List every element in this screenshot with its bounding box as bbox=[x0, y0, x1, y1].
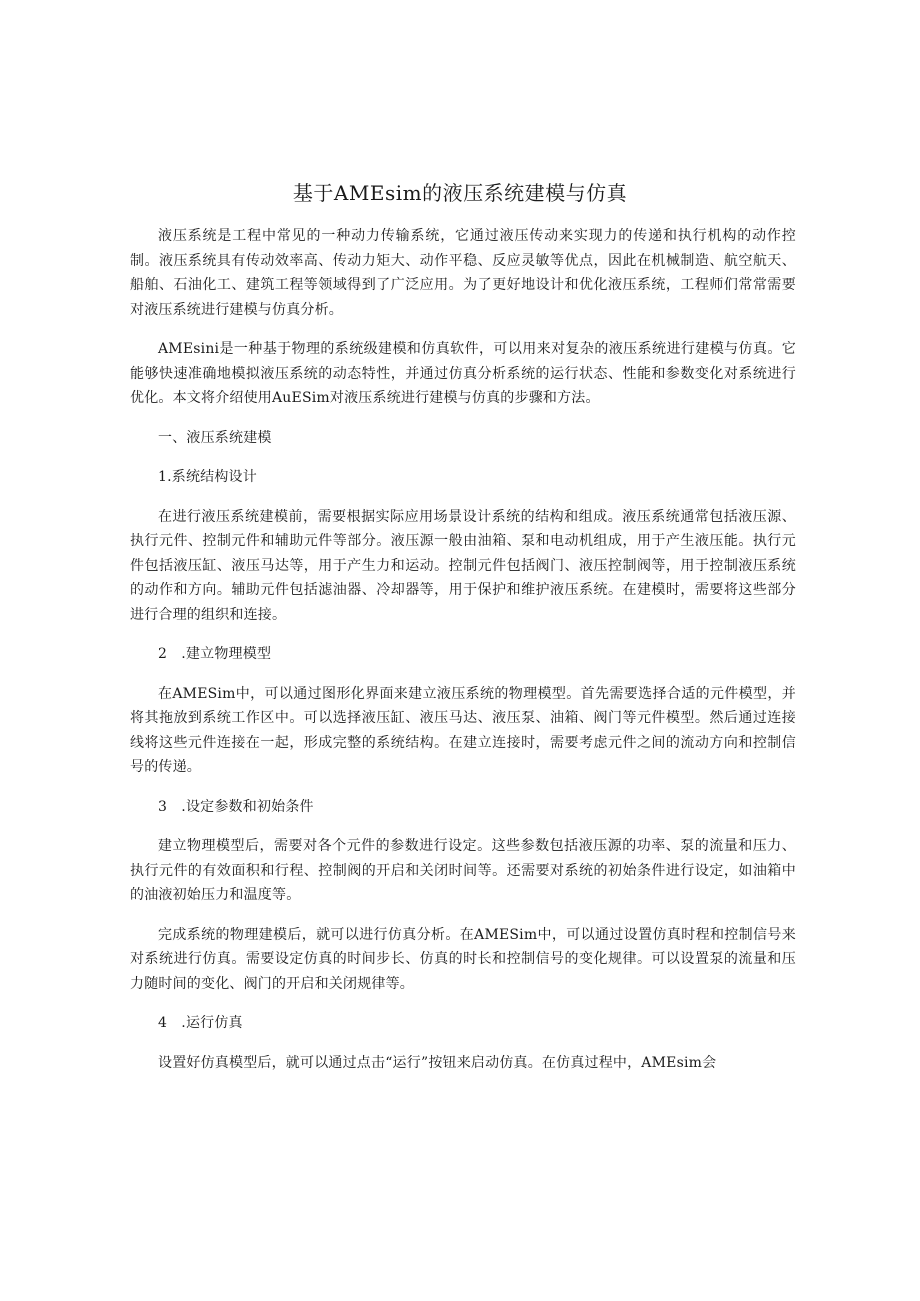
section-heading-modeling: 一、液压系统建模 bbox=[158, 429, 272, 446]
subheading-physical-model: 2 .建立物理模型 bbox=[158, 646, 272, 662]
subheading-run-simulation: 4 .运行仿真 bbox=[158, 1015, 243, 1031]
amesim-intro-paragraph: AMEsini是一种基于物理的系统级建模和仿真软件，可以用来对复杂的液压系统进行建模与仿真。它能够快速准确地模拟液压系统的动态特性，并通过仿真分析系统的运行状态、性能和参数变化对系统进行优化。本文将介绍使用AuESim对液压系统进行建模与仿真的步骤和方法。 bbox=[130, 341, 796, 406]
run-simulation-paragraph: 设置好仿真模型后，就可以通过点击“运行”按钮来启动仿真。在仿真过程中，AMEsim会 bbox=[158, 1054, 717, 1071]
subheading-parameters: 3 .设定参数和初始条件 bbox=[158, 798, 314, 815]
document-body bbox=[130, 224, 796, 1090]
physical-model-paragraph: 在AMESim中，可以通过图形化界面来建立液压系统的物理模型。首先需要选择合适的元件模型，并将其拖放到系统工作区中。可以选择液压缸、液压马达、液压泵、油箱、阀门等元件模型。然后通过连接线将这些元件连接在一起，形成完整的系统结构。在建立连接时，需要考虑元件之间的流动方向和控制信号的传递。 bbox=[130, 685, 796, 775]
parameters-paragraph: 建立物理模型后，需要对各个元件的参数进行设定。这些参数包括液压源的功率、泵的流量和压力、执行元件的有效面积和行程、控制阀的开启和关闭时间等。还需要对系统的初始条件进行设定，如油箱中的油液初始压力和温度等。 bbox=[130, 838, 796, 903]
subheading-structure-design: 1.系统结构设计 bbox=[158, 469, 257, 485]
document-title: 基于AMEsim的液压系统建模与仿真 bbox=[292, 181, 628, 205]
simulation-setup-paragraph: 完成系统的物理建模后，就可以进行仿真分析。在AMESim中，可以通过设置仿真时程和控制信号来对系统进行仿真。需要设定仿真的时间步长、仿真的时长和控制信号的变化规律。可以设置泵的流量和压力随时间的变化、阀门的开启和关闭规律等。 bbox=[130, 926, 796, 992]
intro-paragraph: 液压系统是工程中常见的一种动力传输系统，它通过液压传动来实现力的传递和执行机构的动作控制。液压系统具有传动效率高、传动力矩大、动作平稳、反应灵敏等优点，因此在机械制造、航空航天、船舶、石油化工、建筑工程等领域得到了广泛应用。为了更好地设计和优化液压系统，工程师们常常需要对液压系统进行建模与仿真分析。 bbox=[130, 228, 796, 318]
structure-design-paragraph: 在进行液压系统建模前，需要根据实际应用场景设计系统的结构和组成。液压系统通常包括液压源、执行元件、控制元件和辅助元件等部分。液压源一般由油箱、泵和电动机组成，用于产生液压能。执行元件包括液压缸、液压马达等，用于产生力和运动。控制元件包括阀门、液压控制阀等，用于控制液压系统的动作和方向。辅助元件包括滤油器、冷却器等，用于保护和维护液压系统。在建模时，需要将这些部分进行合理的组织和连接。 bbox=[130, 508, 796, 623]
